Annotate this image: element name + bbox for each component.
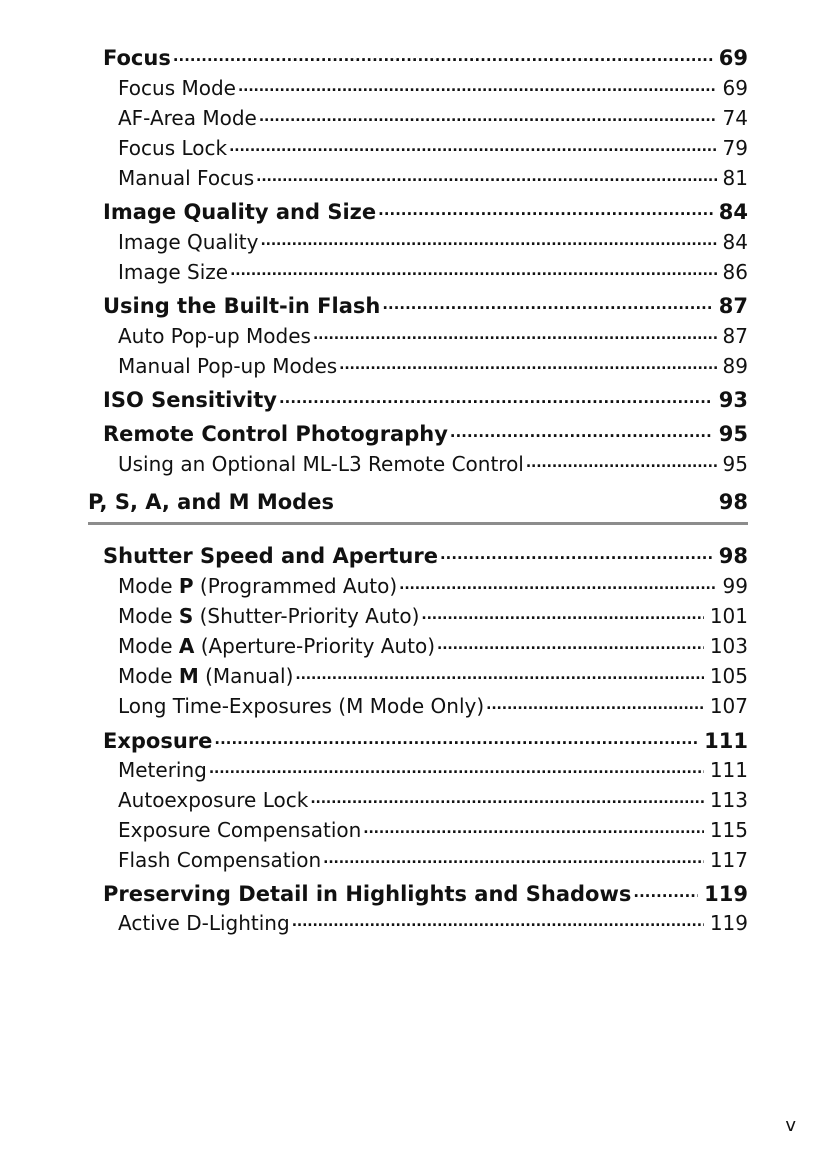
dot-leader [633, 880, 698, 901]
toc-entry-subheading[interactable] [118, 259, 748, 284]
toc-entry-title: Using the Built-in Flash [103, 294, 381, 318]
toc-entry-page: 101 [709, 604, 748, 628]
dot-leader [310, 787, 704, 807]
toc-entry-title-prefix: Mode [118, 574, 179, 598]
toc-entry-heading[interactable] [103, 880, 748, 906]
toc-entry-title: Shutter Speed and Aperture [103, 544, 438, 568]
toc-entry-subheading[interactable] [118, 323, 748, 348]
toc-entry-page: 74 [722, 106, 748, 130]
toc-entry-subheading[interactable] [118, 603, 748, 628]
dot-leader [229, 135, 716, 155]
toc-entry-title-prefix: Mode [118, 664, 179, 688]
toc-entry-page: 103 [709, 634, 748, 658]
toc-entry-page: 87 [722, 324, 748, 348]
toc-entry-subheading[interactable] [118, 693, 748, 718]
dot-leader [526, 451, 717, 471]
dot-leader [214, 727, 698, 748]
chapter-divider [88, 522, 748, 525]
dot-leader [421, 603, 703, 623]
toc-entry-page: 87 [718, 294, 748, 318]
toc-entry-subheading[interactable] [118, 757, 748, 782]
page-number: v [785, 1115, 796, 1136]
toc-entry-page: 93 [718, 388, 748, 412]
dot-leader [363, 817, 704, 837]
toc-entry-page: 98 [718, 544, 748, 568]
toc-entry-page: 69 [718, 46, 748, 70]
toc-entry-mode-letter: S [178, 604, 194, 628]
toc-entry-heading[interactable] [103, 198, 748, 224]
dot-leader [378, 198, 713, 219]
dot-leader [437, 633, 704, 653]
toc-entry-heading[interactable] [103, 44, 748, 70]
toc-entry-page: 117 [709, 848, 748, 872]
toc-entry-mode-letter: A [178, 634, 195, 658]
dot-leader [256, 165, 716, 185]
toc-entry-title: Auto Pop-up Modes [118, 324, 311, 348]
toc-entry-title: Using an Optional ML-L3 Remote Control [118, 452, 524, 476]
toc-entry-title [118, 604, 419, 628]
toc-entry-subheading[interactable] [118, 663, 748, 688]
chapter-title: P, S, A, and M Modes [88, 490, 334, 514]
dot-leader [450, 420, 713, 441]
toc-entry-heading[interactable] [103, 542, 748, 568]
dot-leader [323, 847, 704, 867]
dot-leader [260, 229, 716, 249]
toc-entry-title-rest: (Programmed Auto) [193, 574, 398, 598]
toc-entry-title: Long Time-Exposures (M Mode Only) [118, 694, 485, 718]
toc-entry-mode-letter: P [178, 574, 194, 598]
toc-entry-title: Exposure Compensation [118, 818, 362, 842]
toc-entry-page: 107 [709, 694, 748, 718]
toc-entry-title [118, 634, 435, 658]
toc-entry-title: Image Quality [118, 230, 259, 254]
dot-leader [279, 386, 713, 407]
toc-entry-title: Remote Control Photography [103, 422, 448, 446]
toc-entry-title: ISO Sensitivity [103, 388, 277, 412]
toc-entry-title: Image Quality and Size [103, 200, 377, 224]
toc-entry-title-rest: (Manual) [198, 664, 294, 688]
dot-leader [209, 757, 704, 777]
toc-entry-page: 69 [722, 76, 748, 100]
toc-entry-page: 95 [718, 422, 748, 446]
toc-entry-subheading[interactable] [118, 105, 748, 130]
dot-leader [295, 663, 703, 683]
dot-leader [440, 542, 713, 563]
toc-entry-page: 84 [718, 200, 748, 224]
toc-entry-page: 115 [709, 818, 748, 842]
toc-entry-title-prefix: Mode [118, 634, 179, 658]
toc-entry-subheading[interactable] [118, 451, 748, 476]
toc-entry-page: 119 [709, 911, 748, 935]
toc-entry-page: 111 [709, 758, 748, 782]
toc-entry-subheading[interactable] [118, 135, 748, 160]
toc-entry-heading[interactable] [103, 420, 748, 446]
toc-entry-page: 113 [709, 788, 748, 812]
toc-entry-title: Exposure [103, 729, 213, 753]
chapter-page: 98 [718, 490, 748, 514]
toc-entry-title: Focus [103, 46, 171, 70]
dot-leader [230, 259, 716, 279]
toc-entry-page: 89 [722, 354, 748, 378]
toc-entry-subheading[interactable] [118, 910, 748, 935]
toc-entry-title: Flash Compensation [118, 848, 322, 872]
toc-entry-title-rest: (Aperture-Priority Auto) [194, 634, 436, 658]
toc-entry-heading[interactable] [103, 386, 748, 412]
toc-entry-subheading[interactable] [118, 229, 748, 254]
toc-entry-title: Metering [118, 758, 207, 782]
dot-leader [292, 910, 704, 930]
toc-entry-subheading[interactable] [118, 787, 748, 812]
toc-entry-page: 111 [704, 729, 748, 753]
toc-entry-subheading[interactable] [118, 633, 748, 658]
dot-leader [486, 693, 704, 713]
chapter-heading[interactable] [88, 490, 748, 514]
toc-entry-subheading[interactable] [118, 847, 748, 872]
toc-entry-subheading[interactable] [118, 573, 748, 598]
toc-entry-title: Preserving Detail in Highlights and Shadows [103, 882, 632, 906]
toc-entry-title: Focus Mode [118, 76, 236, 100]
toc-entry-page: 79 [722, 136, 748, 160]
toc-entry-subheading[interactable] [118, 75, 748, 100]
dot-leader [382, 292, 712, 313]
toc-entry-page: 84 [722, 230, 748, 254]
toc-entry-title-prefix: Mode [118, 604, 179, 628]
dot-leader [238, 75, 717, 95]
dot-leader [399, 573, 716, 593]
dot-leader [339, 353, 716, 373]
dot-leader [259, 105, 717, 125]
toc-entry-title: AF-Area Mode [118, 106, 257, 130]
toc-entry-mode-letter: M [178, 664, 199, 688]
toc-entry-heading[interactable] [103, 727, 748, 753]
dot-leader [313, 323, 717, 343]
toc-entry-subheading[interactable] [118, 817, 748, 842]
toc-entry-page: 105 [709, 664, 748, 688]
toc-entry-page: 95 [722, 452, 748, 476]
toc-entry-page: 86 [722, 260, 748, 284]
dot-leader [173, 44, 713, 65]
toc-entry-title: Autoexposure Lock [118, 788, 309, 812]
toc-entry-subheading[interactable] [118, 353, 748, 378]
toc-entry-title-rest: (Shutter-Priority Auto) [193, 604, 420, 628]
toc-entry-heading[interactable] [103, 292, 748, 318]
toc-entry-title: Focus Lock [118, 136, 228, 160]
toc-entry-subheading[interactable] [118, 165, 748, 190]
toc-entry-page: 81 [722, 166, 748, 190]
toc-entry-title: Manual Pop-up Modes [118, 354, 338, 378]
toc-entry-page: 99 [722, 574, 748, 598]
toc-entry-title: Image Size [118, 260, 229, 284]
toc-entry-title [118, 664, 293, 688]
toc-entry-title [118, 574, 397, 598]
toc-entry-title: Manual Focus [118, 166, 255, 190]
toc-entry-page: 119 [704, 882, 748, 906]
toc-entry-title: Active D-Lighting [118, 911, 290, 935]
